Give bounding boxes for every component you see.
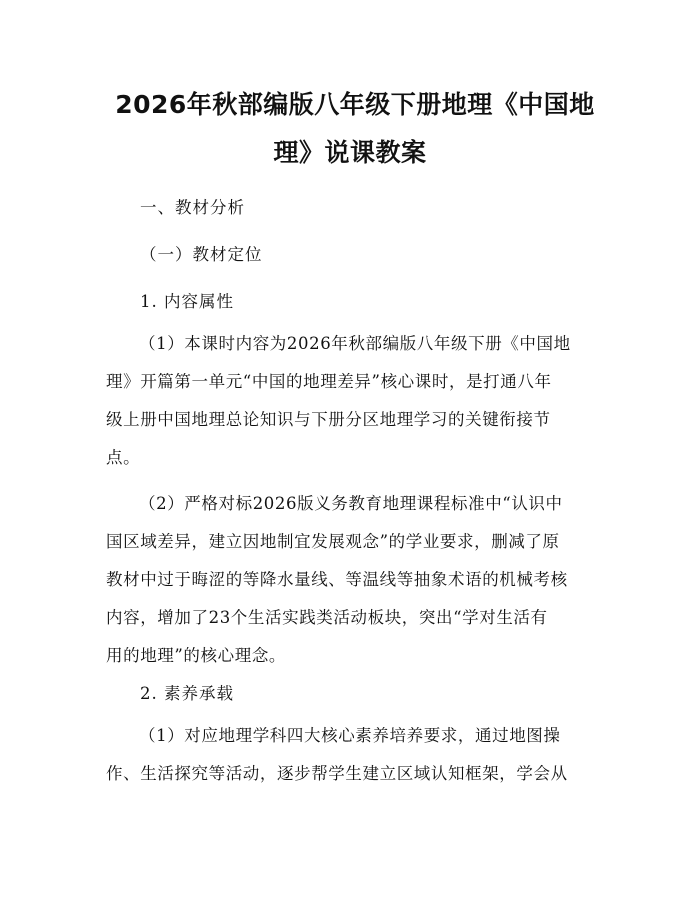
paragraph-3-line-2: 作、生活探究等活动，逐步帮学生建立区域认知框架，学会从 [106, 764, 568, 783]
document-title-line-2: 理》说课教案 [273, 138, 427, 167]
paragraph-1-line-1: （1）本课时内容为2026年秋部编版八年级下册《中国地 [139, 334, 571, 353]
paragraph-2 [106, 485, 602, 675]
item-heading-literacy: 2. 素养承载 [140, 684, 234, 703]
paragraph-2-line-1: （2）严格对标2026版义务教育地理课程标准中“认识中 [139, 494, 563, 513]
paragraph-2-line-5: 用的地理”的核心理念。 [106, 646, 287, 665]
paragraph-2-line-3: 教材中过于晦涩的等降水量线、等温线等抽象术语的机械考核 [106, 570, 568, 589]
paragraph-1-line-2: 理》开篇第一单元“中国的地理差异”核心课时，是打通八年 [106, 372, 552, 391]
paragraph-1-line-4: 点。 [106, 448, 141, 467]
subsection-heading-textbook-position: （一）教材定位 [140, 245, 263, 264]
paragraph-2-line-2: 国区域差异，建立因地制宜发展观念”的学业要求，删减了原 [106, 532, 560, 551]
paragraph-1-line-3: 级上册中国地理总论知识与下册分区地理学习的关键衔接节 [106, 410, 551, 429]
paragraph-1 [106, 325, 602, 477]
item-heading-content-attribute: 1. 内容属性 [140, 292, 234, 311]
section-heading-textbook-analysis: 一、教材分析 [140, 198, 245, 217]
paragraph-2-line-4: 内容，增加了23个生活实践类活动板块，突出“学对生活有 [106, 608, 548, 627]
document-title-line-1: 2026年秋部编版八年级下册地理《中国地 [115, 90, 595, 119]
paragraph-3 [106, 717, 602, 793]
paragraph-3-line-1: （1）对应地理学科四大核心素养培养要求，通过地图操 [139, 726, 561, 745]
